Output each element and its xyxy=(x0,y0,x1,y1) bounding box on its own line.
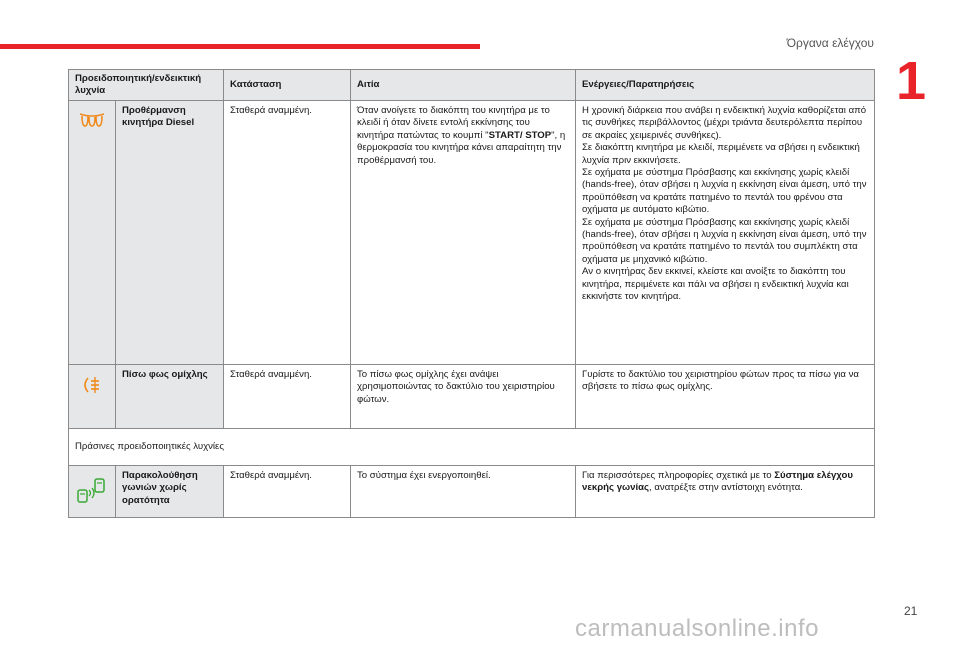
column-header-lamp: Προειδοποιητική/ενδεικτική λυχνία xyxy=(69,70,224,101)
lamp-state: Σταθερά αναμμένη. xyxy=(224,466,351,518)
table-row xyxy=(69,365,875,429)
column-header-cause: Αιτία xyxy=(351,70,576,101)
chapter-number: 1 xyxy=(896,51,927,111)
icon-cell xyxy=(69,101,116,365)
table-row xyxy=(69,466,875,518)
action-text-end: , ανατρέξτε στην αντίστοιχη ενότητα. xyxy=(649,482,803,494)
start-stop-label: START/ STOP xyxy=(488,129,552,141)
warning-lamps-table xyxy=(68,69,875,518)
icon-cell xyxy=(69,365,116,429)
lamp-actions: Γυρίστε το δακτύλιο του χειριστηρίου φώτων προς τα πίσω για να σβήσετε το πίσω φως ομίχλης. xyxy=(576,365,875,429)
table-header-row xyxy=(69,70,875,101)
cause-text: Όταν ανοίγετε το διακόπτη του κινητήρα με το κλειδί ή όταν δίνετε εντολή εκκίνησης του κινητήρα πατώντας το κουμπί " xyxy=(357,105,550,141)
lamp-cause: Το σύστημα έχει ενεργοποιηθεί. xyxy=(351,466,576,518)
lamp-state: Σταθερά αναμμένη. xyxy=(224,365,351,429)
lamp-name: Προθέρμανση κινητήρα Diesel xyxy=(116,101,224,365)
action-paragraph: Σε οχήματα με σύστημα Πρόσβασης και εκκίνησης χωρίς κλειδί (hands-free), όταν σβήσει η λυχνία η εκκίνηση είναι άμεση, υπό την προϋπόθεση να κρατάτε πατημένο το πεντάλ του φρένου στα οχήματα με αυτόματο κιβώτιο. xyxy=(582,167,867,216)
action-paragraph: Σε οχήματα με σύστημα Πρόσβασης και εκκίνησης χωρίς κλειδί (hands-free), όταν σβήσει η λυχνία η εκκίνηση είναι άμεση, υπό την προϋπόθεση να κρατάτε πατημένο το πεντάλ του συμπλέκτη στα οχήματα με μηχανικό κιβώτιο. xyxy=(582,216,867,265)
section-title: Όργανα ελέγχου xyxy=(786,36,874,50)
lamp-state: Σταθερά αναμμένη. xyxy=(224,101,351,365)
glow-plug-icon xyxy=(78,111,106,133)
lamp-cause: Το πίσω φως ομίχλης έχει ανάψει χρησιμοποιώντας το δακτύλιο του χειριστηρίου φώτων. xyxy=(351,365,576,429)
action-text: Για περισσότερες πληροφορίες σχετικά με το xyxy=(582,470,775,481)
column-header-state: Κατάσταση xyxy=(224,70,351,101)
green-lamps-section-title: Πράσινες προειδοποιητικές λυχνίες xyxy=(69,429,875,466)
cause-text-end: ", η θερμοκρασία του κινητήρα κάνει απαραίτητη την προθέρμανσή του. xyxy=(357,129,566,166)
table-section-row xyxy=(69,429,875,466)
action-paragraph: Η χρονική διάρκεια που ανάβει η ενδεικτική λυχνία καθορίζεται από τις συνθήκες περιβάλλοντος (μέχρι τριάντα δευτερόλεπτα περίπου σε ακραίες χειμερινές συνθήκες). xyxy=(582,105,867,141)
lamp-name: Παρακολούθηση γωνιών χωρίς ορατότητα xyxy=(116,466,224,518)
page-number: 21 xyxy=(904,604,918,618)
rear-fog-light-icon xyxy=(80,375,104,399)
lamp-cause xyxy=(351,101,576,365)
top-accent-bar xyxy=(0,44,480,49)
lamp-actions xyxy=(576,101,875,365)
action-paragraph: Σε διακόπτη κινητήρα με κλειδί, περιμένετε να σβήσει η ενδεικτική λυχνία πριν εκκινήσετε. xyxy=(582,142,860,166)
blind-spot-monitoring-icon xyxy=(75,476,109,510)
lamp-actions xyxy=(576,466,875,518)
blind-spot-section-link: Σύστημα ελέγχου νεκρής γωνίας xyxy=(582,470,853,494)
table-row xyxy=(69,101,875,365)
lamp-name: Πίσω φως ομίχλης xyxy=(116,365,224,429)
column-header-actions: Ενέργειες/Παρατηρήσεις xyxy=(576,70,875,101)
watermark: carmanualsonline.info xyxy=(575,615,819,642)
action-paragraph: Αν ο κινητήρας δεν εκκινεί, κλείστε και ανοίξτε το διακόπτη του κινητήρα, περιμένετε και πάλι να σβήσει η ενδεικτική λυχνία και εκκινήστε τον κινητήρα. xyxy=(582,266,849,303)
icon-cell xyxy=(69,466,116,518)
